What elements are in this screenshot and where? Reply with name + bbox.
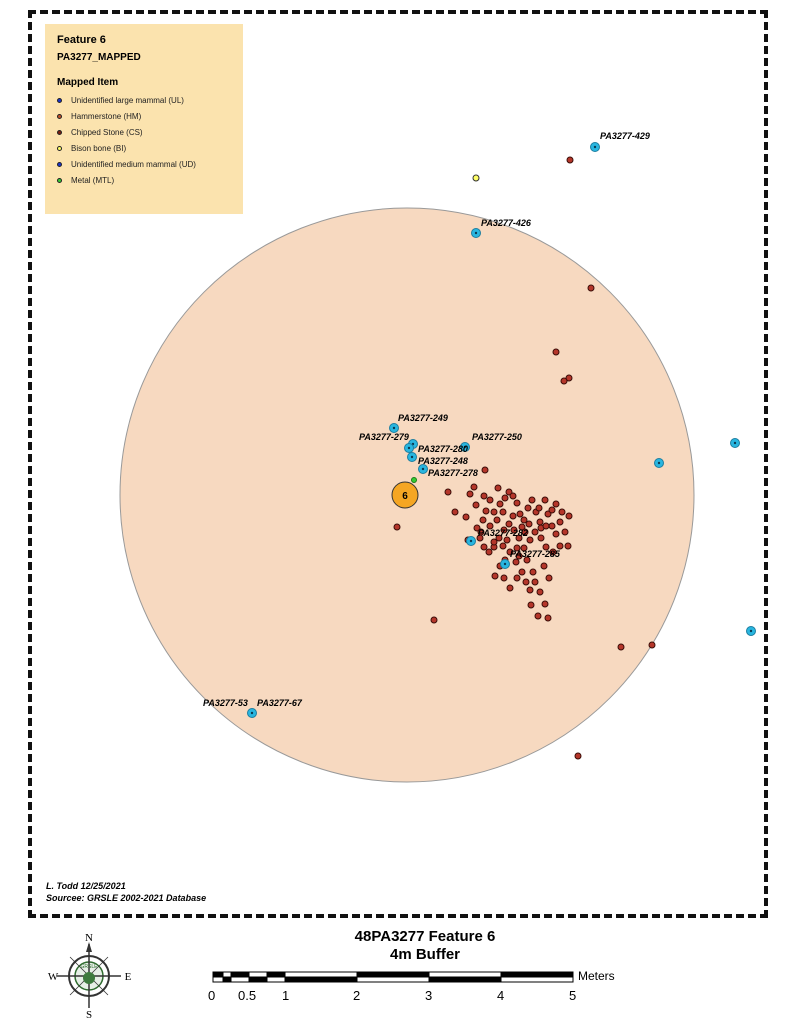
chipped-stone-point[interactable] <box>549 507 555 513</box>
scale-segment <box>429 972 501 977</box>
scale-segment <box>501 977 573 982</box>
scale-segment <box>357 977 429 982</box>
scale-segment <box>267 972 285 977</box>
chipped-stone-point[interactable] <box>541 563 547 569</box>
scale-tick: 4 <box>497 988 505 1003</box>
credit-author: L. Todd 12/25/2021 <box>46 881 126 891</box>
chipped-stone-point[interactable] <box>514 500 520 506</box>
scale-segment <box>357 972 429 977</box>
legend <box>45 24 243 214</box>
scale-segment <box>213 972 223 977</box>
label-249: PA3277-249 <box>398 413 448 423</box>
chipped-stone-point[interactable] <box>546 575 552 581</box>
north-badge-text: GRSLE <box>80 964 98 970</box>
label-278: PA3277-278 <box>428 468 478 478</box>
legend-item-mtl <box>57 172 231 188</box>
label-285: PA3277-285 <box>510 549 560 559</box>
bone-point-center <box>422 468 424 470</box>
chipped-stone-point[interactable] <box>532 579 538 585</box>
chipped-stone-point[interactable] <box>507 585 513 591</box>
chipped-stone-point[interactable] <box>562 529 568 535</box>
legend-item-hm <box>57 108 231 124</box>
chipped-stone-point[interactable] <box>537 519 543 525</box>
chipped-stone-point[interactable] <box>510 513 516 519</box>
label-250: PA3277-250 <box>472 432 522 442</box>
chipped-stone-point[interactable] <box>542 497 548 503</box>
legend-dot-icon <box>57 146 62 151</box>
chipped-stone-point[interactable] <box>553 501 559 507</box>
chipped-stone-point[interactable] <box>553 349 559 355</box>
scale-segment <box>249 972 267 977</box>
chipped-stone-point[interactable] <box>527 587 533 593</box>
chipped-stone-point[interactable] <box>553 531 559 537</box>
chipped-stone-point[interactable] <box>494 517 500 523</box>
chipped-stone-point[interactable] <box>500 543 506 549</box>
chipped-stone-point[interactable] <box>588 285 594 291</box>
bone-point-center <box>411 456 413 458</box>
chipped-stone-point[interactable] <box>535 613 541 619</box>
chipped-stone-point[interactable] <box>525 505 531 511</box>
map-title-line2: 4m Buffer <box>389 946 460 963</box>
chipped-stone-point[interactable] <box>530 569 536 575</box>
chipped-stone-point[interactable] <box>486 549 492 555</box>
scale-segment <box>249 977 267 982</box>
chipped-stone-point[interactable] <box>528 602 534 608</box>
legend-item-ul <box>57 92 231 108</box>
chipped-stone-point[interactable] <box>452 509 458 515</box>
scale-tick: 2 <box>353 988 361 1003</box>
chipped-stone-point[interactable] <box>482 467 488 473</box>
label-429: PA3277-429 <box>600 131 650 141</box>
chipped-stone-point[interactable] <box>519 569 525 575</box>
map-title <box>300 928 550 964</box>
chipped-stone-point[interactable] <box>532 529 538 535</box>
legend-item-label: Unidentified large mammal (UL) <box>71 95 184 105</box>
legend-item-label: Unidentified medium mammal (UD) <box>71 159 196 169</box>
chipped-stone-point[interactable] <box>526 521 532 527</box>
legend-item-cs <box>57 124 231 140</box>
bone-point-center <box>475 232 477 234</box>
bone-point-center <box>734 442 736 444</box>
chipped-stone-point[interactable] <box>394 524 400 530</box>
bone-point-center <box>750 630 752 632</box>
legend-item-label: Bison bone (BI) <box>71 143 127 153</box>
label-53: PA3277-53 <box>203 698 248 708</box>
chipped-stone-point[interactable] <box>542 601 548 607</box>
east-label: E <box>124 971 132 983</box>
scale-segment <box>285 977 357 982</box>
chipped-stone-point[interactable] <box>463 514 469 520</box>
north-label: N <box>85 932 93 944</box>
chipped-stone-point[interactable] <box>514 575 520 581</box>
bone-point-center <box>393 427 395 429</box>
chipped-stone-point[interactable] <box>471 484 477 490</box>
map-title-line1: 48PA3277 Feature 6 <box>354 928 496 945</box>
bison-bone-point[interactable] <box>473 175 479 181</box>
scale-tick: 1 <box>282 988 290 1003</box>
bone-point-center <box>251 712 253 714</box>
north-arrow-icon <box>47 932 132 1021</box>
feature-6-marker[interactable] <box>392 482 418 508</box>
bone-point-center <box>504 563 506 565</box>
scale-unit: Meters <box>578 969 615 983</box>
chipped-stone-point[interactable] <box>502 495 508 501</box>
legend-dot-icon <box>57 114 62 119</box>
bone-point-center <box>658 462 660 464</box>
chipped-stone-point[interactable] <box>497 501 503 507</box>
legend-subtitle: PA3277_MAPPED <box>57 52 141 63</box>
chipped-stone-point[interactable] <box>483 508 489 514</box>
scale-segment <box>429 977 501 982</box>
bone-point-center <box>594 146 596 148</box>
scale-tick: 3 <box>425 988 433 1003</box>
chipped-stone-point[interactable] <box>557 519 563 525</box>
chipped-stone-point[interactable] <box>538 535 544 541</box>
scale-tick: 5 <box>569 988 577 1003</box>
chipped-stone-point[interactable] <box>618 644 624 650</box>
scale-segment <box>267 977 285 982</box>
scale-segment <box>231 972 249 977</box>
chipped-stone-point[interactable] <box>559 509 565 515</box>
scale-segment <box>285 972 357 977</box>
chipped-stone-point[interactable] <box>510 493 516 499</box>
map-credit <box>46 880 206 904</box>
legend-item-ud <box>57 156 231 172</box>
credit-source: Sourcee: GRSLE 2002-2021 Database <box>46 893 207 903</box>
chipped-stone-point[interactable] <box>491 509 497 515</box>
chipped-stone-point[interactable] <box>495 485 501 491</box>
scale-segment <box>231 977 249 982</box>
legend-title: Feature 6 <box>57 34 106 46</box>
bone-point-center <box>408 447 410 449</box>
label-279: PA3277-279 <box>359 432 409 442</box>
chipped-stone-point[interactable] <box>480 517 486 523</box>
chipped-stone-point[interactable] <box>565 543 571 549</box>
scale-tick: 0.5 <box>238 988 257 1003</box>
chipped-stone-point[interactable] <box>492 573 498 579</box>
chipped-stone-point[interactable] <box>491 539 497 545</box>
legend-dot-icon <box>57 178 62 183</box>
label-426: PA3277-426 <box>481 218 531 228</box>
chipped-stone-point[interactable] <box>517 511 523 517</box>
chipped-stone-point[interactable] <box>473 502 479 508</box>
legend-item-label: Chipped Stone (CS) <box>71 127 143 137</box>
scale-segment <box>213 977 223 982</box>
scale-segment <box>223 977 231 982</box>
label-248: PA3277-248 <box>418 456 468 466</box>
scale-bar <box>205 968 575 988</box>
chipped-stone-point[interactable] <box>536 505 542 511</box>
south-label: S <box>85 1009 93 1021</box>
chipped-stone-point[interactable] <box>431 617 437 623</box>
chipped-stone-point[interactable] <box>529 497 535 503</box>
chipped-stone-point[interactable] <box>481 493 487 499</box>
chipped-stone-point[interactable] <box>513 559 519 565</box>
chipped-stone-point[interactable] <box>445 489 451 495</box>
scale-segment <box>501 972 573 977</box>
legend-heading: Mapped Item <box>57 77 119 88</box>
chipped-stone-point[interactable] <box>575 753 581 759</box>
chipped-stone-point[interactable] <box>506 521 512 527</box>
legend-dot-icon <box>57 162 62 167</box>
legend-item-bi <box>57 140 231 156</box>
chipped-stone-point[interactable] <box>649 642 655 648</box>
label-67: PA3277-67 <box>257 698 302 708</box>
scale-segment <box>223 972 231 977</box>
label-28x: PA3277-282 <box>478 528 528 538</box>
legend-dot-icon <box>57 130 62 135</box>
chipped-stone-point[interactable] <box>537 589 543 595</box>
legend-dot-icon <box>57 98 62 103</box>
scale-tick: 0 <box>208 988 216 1003</box>
chipped-stone-point[interactable] <box>481 544 487 550</box>
chipped-stone-point[interactable] <box>523 579 529 585</box>
chipped-stone-point[interactable] <box>487 497 493 503</box>
chipped-stone-point[interactable] <box>501 575 507 581</box>
chipped-stone-point[interactable] <box>467 491 473 497</box>
label-280: PA3277-280 <box>418 444 468 454</box>
chipped-stone-point[interactable] <box>527 537 533 543</box>
chipped-stone-point[interactable] <box>545 615 551 621</box>
chipped-stone-point[interactable] <box>543 523 549 529</box>
bone-point-center <box>470 540 472 542</box>
chipped-stone-point[interactable] <box>561 378 567 384</box>
west-label: W <box>47 971 59 983</box>
legend-item-label: Metal (MTL) <box>71 175 115 185</box>
feature-6-label: 6 <box>402 491 408 502</box>
chipped-stone-point[interactable] <box>566 513 572 519</box>
chipped-stone-point[interactable] <box>500 509 506 515</box>
chipped-stone-point[interactable] <box>549 523 555 529</box>
chipped-stone-point[interactable] <box>567 157 573 163</box>
legend-item-label: Hammerstone (HM) <box>71 111 142 121</box>
metal-point[interactable] <box>412 478 417 483</box>
